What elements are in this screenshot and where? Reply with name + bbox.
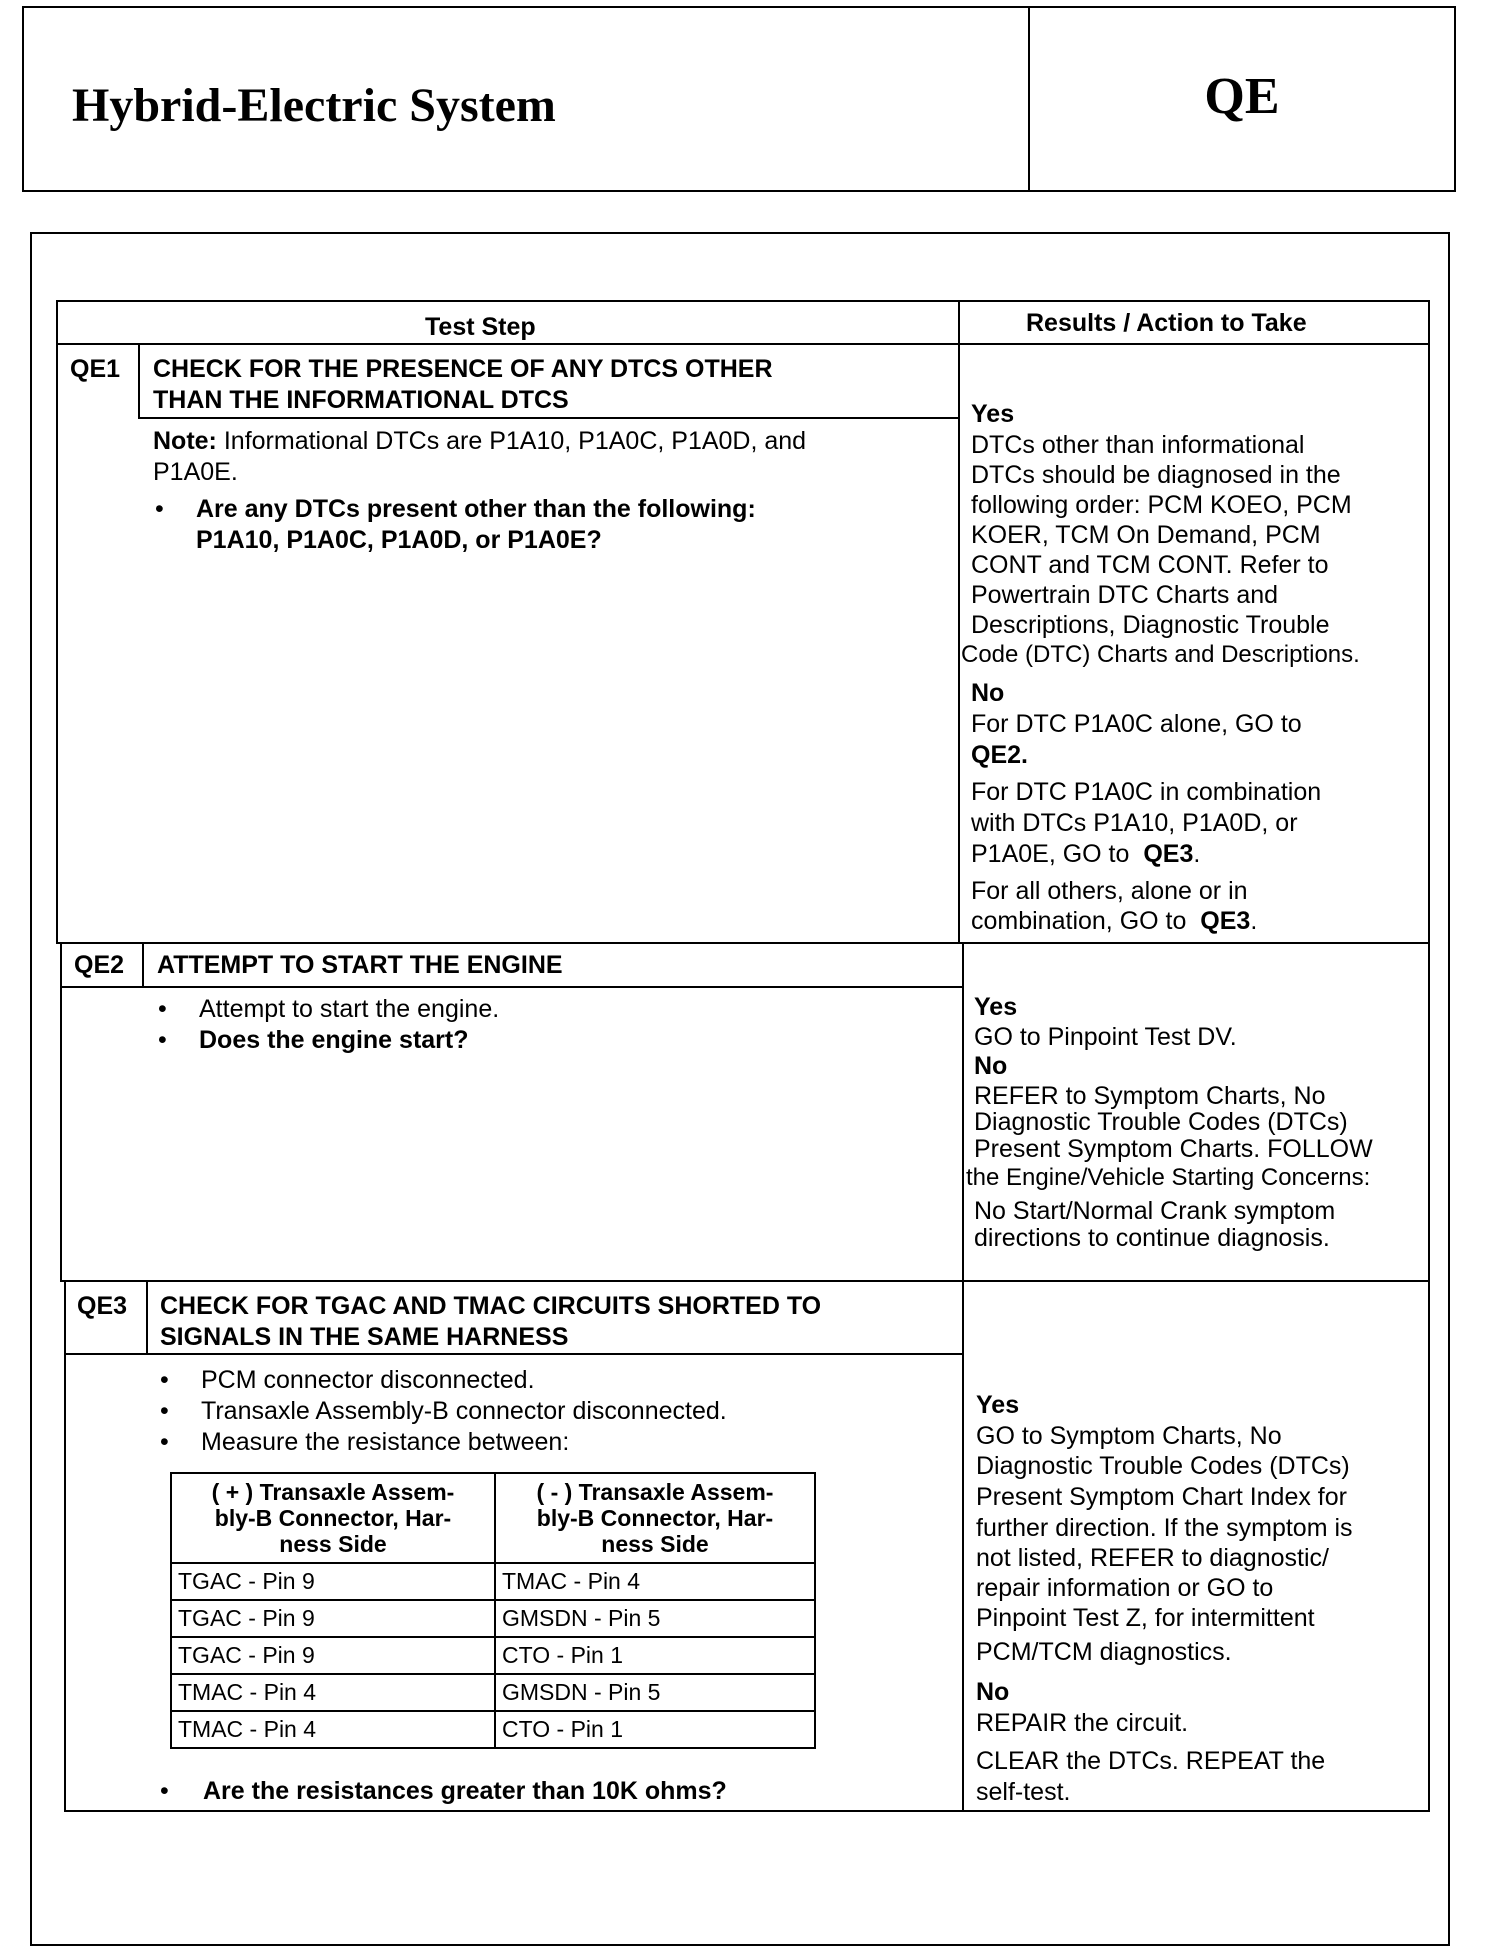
qe1-yes-line7: Descriptions, Diagnostic Trouble <box>971 611 1330 639</box>
qe3-yes-line5: not listed, REFER to diagnostic/ <box>976 1544 1329 1572</box>
qe1-no-c-target: QE3 <box>1200 907 1251 935</box>
bullet-icon: • <box>155 495 164 523</box>
qe1-title-line1: CHECK FOR THE PRESENCE OF ANY DTCS OTHER <box>153 355 773 383</box>
bullet-icon: • <box>158 1026 167 1054</box>
qe1-yes-line8: Code (DTC) Charts and Descriptions. <box>961 641 1360 668</box>
qe3-title-line2: SIGNALS IN THE SAME HARNESS <box>160 1323 569 1351</box>
qe1-question-line1: Are any DTCs present other than the following: <box>196 495 756 523</box>
qe3-yes-line1: GO to Symptom Charts, No <box>976 1422 1282 1450</box>
qe2-question: Does the engine start? <box>199 1026 469 1054</box>
qe1-title-line2: THAN THE INFORMATIONAL DTCS <box>153 386 569 414</box>
qe1-no-b-line1: For DTC P1A0C in combination <box>971 778 1322 806</box>
page-title: Hybrid-Electric System <box>72 78 556 132</box>
qe2-no-line5: No Start/Normal Crank symptom <box>974 1197 1336 1225</box>
bullet-icon: • <box>160 1428 169 1456</box>
table-cell: CTO - Pin 1 <box>495 1637 815 1674</box>
bullet-icon: • <box>160 1777 169 1805</box>
qe3-bullet3: Measure the resistance between: <box>201 1428 570 1456</box>
bullet-icon: • <box>158 995 167 1023</box>
qe3-yes-line6: repair information or GO to <box>976 1574 1274 1602</box>
qe2-no-line4: the Engine/Vehicle Starting Concerns: <box>966 1164 1371 1191</box>
step-id-qe2: QE2 <box>74 951 125 979</box>
column-header-results: Results / Action to Take <box>1026 309 1307 337</box>
table-row <box>171 1674 815 1711</box>
qe3-yes-label: Yes <box>976 1391 1020 1419</box>
column-header-positive: ( + ) Transaxle Assem- bly-B Connector, Har- ness Side <box>171 1473 495 1563</box>
table-row <box>171 1637 815 1674</box>
qe3-question: Are the resistances greater than 10K ohms? <box>203 1777 727 1805</box>
qe2-no-line3: Present Symptom Charts. FOLLOW <box>974 1135 1373 1163</box>
qe1-no-b-line2: with DTCs P1A10, P1A0D, or <box>971 809 1298 837</box>
qe3-bullet1: PCM connector disconnected. <box>201 1366 535 1394</box>
table-cell: GMSDN - Pin 5 <box>495 1600 815 1637</box>
qe1-no-c-text: combination, GO to <box>971 907 1187 935</box>
header-title-cell <box>24 8 1030 190</box>
table-row <box>171 1563 815 1600</box>
qe1-question-line2: P1A10, P1A0C, P1A0D, or P1A0E? <box>196 526 602 554</box>
qe1-no-a-line1: For DTC P1A0C alone, GO to <box>971 710 1302 738</box>
qe3-no-line3: self-test. <box>976 1778 1071 1806</box>
qe1-yes-line1: DTCs other than informational <box>971 431 1305 459</box>
qe2-yes-text: GO to Pinpoint Test DV. <box>974 1023 1237 1051</box>
qe1-note <box>153 426 806 456</box>
table-cell: TMAC - Pin 4 <box>495 1563 815 1600</box>
qe1-no-a-target: QE2. <box>971 741 1028 769</box>
resistance-measurement-table <box>170 1472 816 1749</box>
qe3-no-line2: CLEAR the DTCs. REPEAT the <box>976 1747 1326 1775</box>
qe3-yes-line8: PCM/TCM diagnostics. <box>976 1638 1232 1666</box>
table-row <box>171 1600 815 1637</box>
column-header-negative: ( - ) Transaxle Assem- bly-B Connector, Har- ness Side <box>495 1473 815 1563</box>
qe1-yes-line3: following order: PCM KOEO, PCM <box>971 491 1352 519</box>
qe3-bullet2: Transaxle Assembly-B connector disconnected. <box>201 1397 727 1425</box>
qe1-no-a-target-code: QE2 <box>971 741 1022 769</box>
table-cell: TMAC - Pin 4 <box>171 1711 495 1748</box>
qe1-note-text: Informational DTCs are P1A10, P1A0C, P1A0D, and <box>223 427 807 455</box>
qe1-no-b-line3: P1A0E, GO to QE3. <box>971 840 1201 868</box>
table-cell: GMSDN - Pin 5 <box>495 1674 815 1711</box>
qe1-note-line2: P1A0E. <box>153 458 238 486</box>
section-code: QE <box>1204 67 1280 125</box>
header-code-cell <box>1030 8 1454 190</box>
table-row <box>171 1711 815 1748</box>
step-id-qe1: QE1 <box>70 355 121 383</box>
page-header <box>22 6 1456 192</box>
qe3-no-label: No <box>976 1678 1010 1706</box>
qe2-no-line6: directions to continue diagnosis. <box>974 1224 1330 1252</box>
qe1-yes-line2: DTCs should be diagnosed in the <box>971 461 1341 489</box>
qe1-no-c-line1: For all others, alone or in <box>971 877 1248 905</box>
table-cell: TMAC - Pin 4 <box>171 1674 495 1711</box>
qe2-no-line1: REFER to Symptom Charts, No <box>974 1082 1326 1110</box>
step-id-qe3: QE3 <box>77 1292 128 1320</box>
qe3-yes-line7: Pinpoint Test Z, for intermittent <box>976 1604 1315 1632</box>
qe3-yes-line4: further direction. If the symptom is <box>976 1514 1353 1542</box>
qe3-no-line1: REPAIR the circuit. <box>976 1709 1189 1737</box>
qe3-yes-line2: Diagnostic Trouble Codes (DTCs) <box>976 1452 1350 1480</box>
qe1-no-c-line2: combination, GO to QE3. <box>971 907 1258 935</box>
qe3-title-line1: CHECK FOR TGAC AND TMAC CIRCUITS SHORTED TO <box>160 1292 822 1320</box>
bullet-icon: • <box>160 1366 169 1394</box>
qe1-note-label: Note: <box>153 427 217 455</box>
qe2-title: ATTEMPT TO START THE ENGINE <box>157 951 563 979</box>
qe3-yes-line3: Present Symptom Chart Index for <box>976 1483 1347 1511</box>
qe2-yes-label: Yes <box>974 993 1018 1021</box>
table-header-row <box>171 1473 815 1563</box>
qe1-yes-line5: CONT and TCM CONT. Refer to <box>971 551 1329 579</box>
qe1-yes-line4: KOER, TCM On Demand, PCM <box>971 521 1321 549</box>
column-header-test-step: Test Step <box>425 313 536 341</box>
qe2-bullet1: Attempt to start the engine. <box>199 995 500 1023</box>
qe1-yes-label: Yes <box>971 400 1015 428</box>
table-cell: CTO - Pin 1 <box>495 1711 815 1748</box>
qe1-no-label: No <box>971 679 1005 707</box>
qe1-no-b-text: P1A0E, GO to <box>971 840 1130 868</box>
qe1-yes-line6: Powertrain DTC Charts and <box>971 581 1279 609</box>
table-cell: TGAC - Pin 9 <box>171 1637 495 1674</box>
table-cell: TGAC - Pin 9 <box>171 1600 495 1637</box>
qe2-no-line2: Diagnostic Trouble Codes (DTCs) <box>974 1108 1348 1136</box>
bullet-icon: • <box>160 1397 169 1425</box>
qe2-no-label: No <box>974 1052 1008 1080</box>
qe1-no-b-target: QE3 <box>1143 840 1194 868</box>
table-cell: TGAC - Pin 9 <box>171 1563 495 1600</box>
